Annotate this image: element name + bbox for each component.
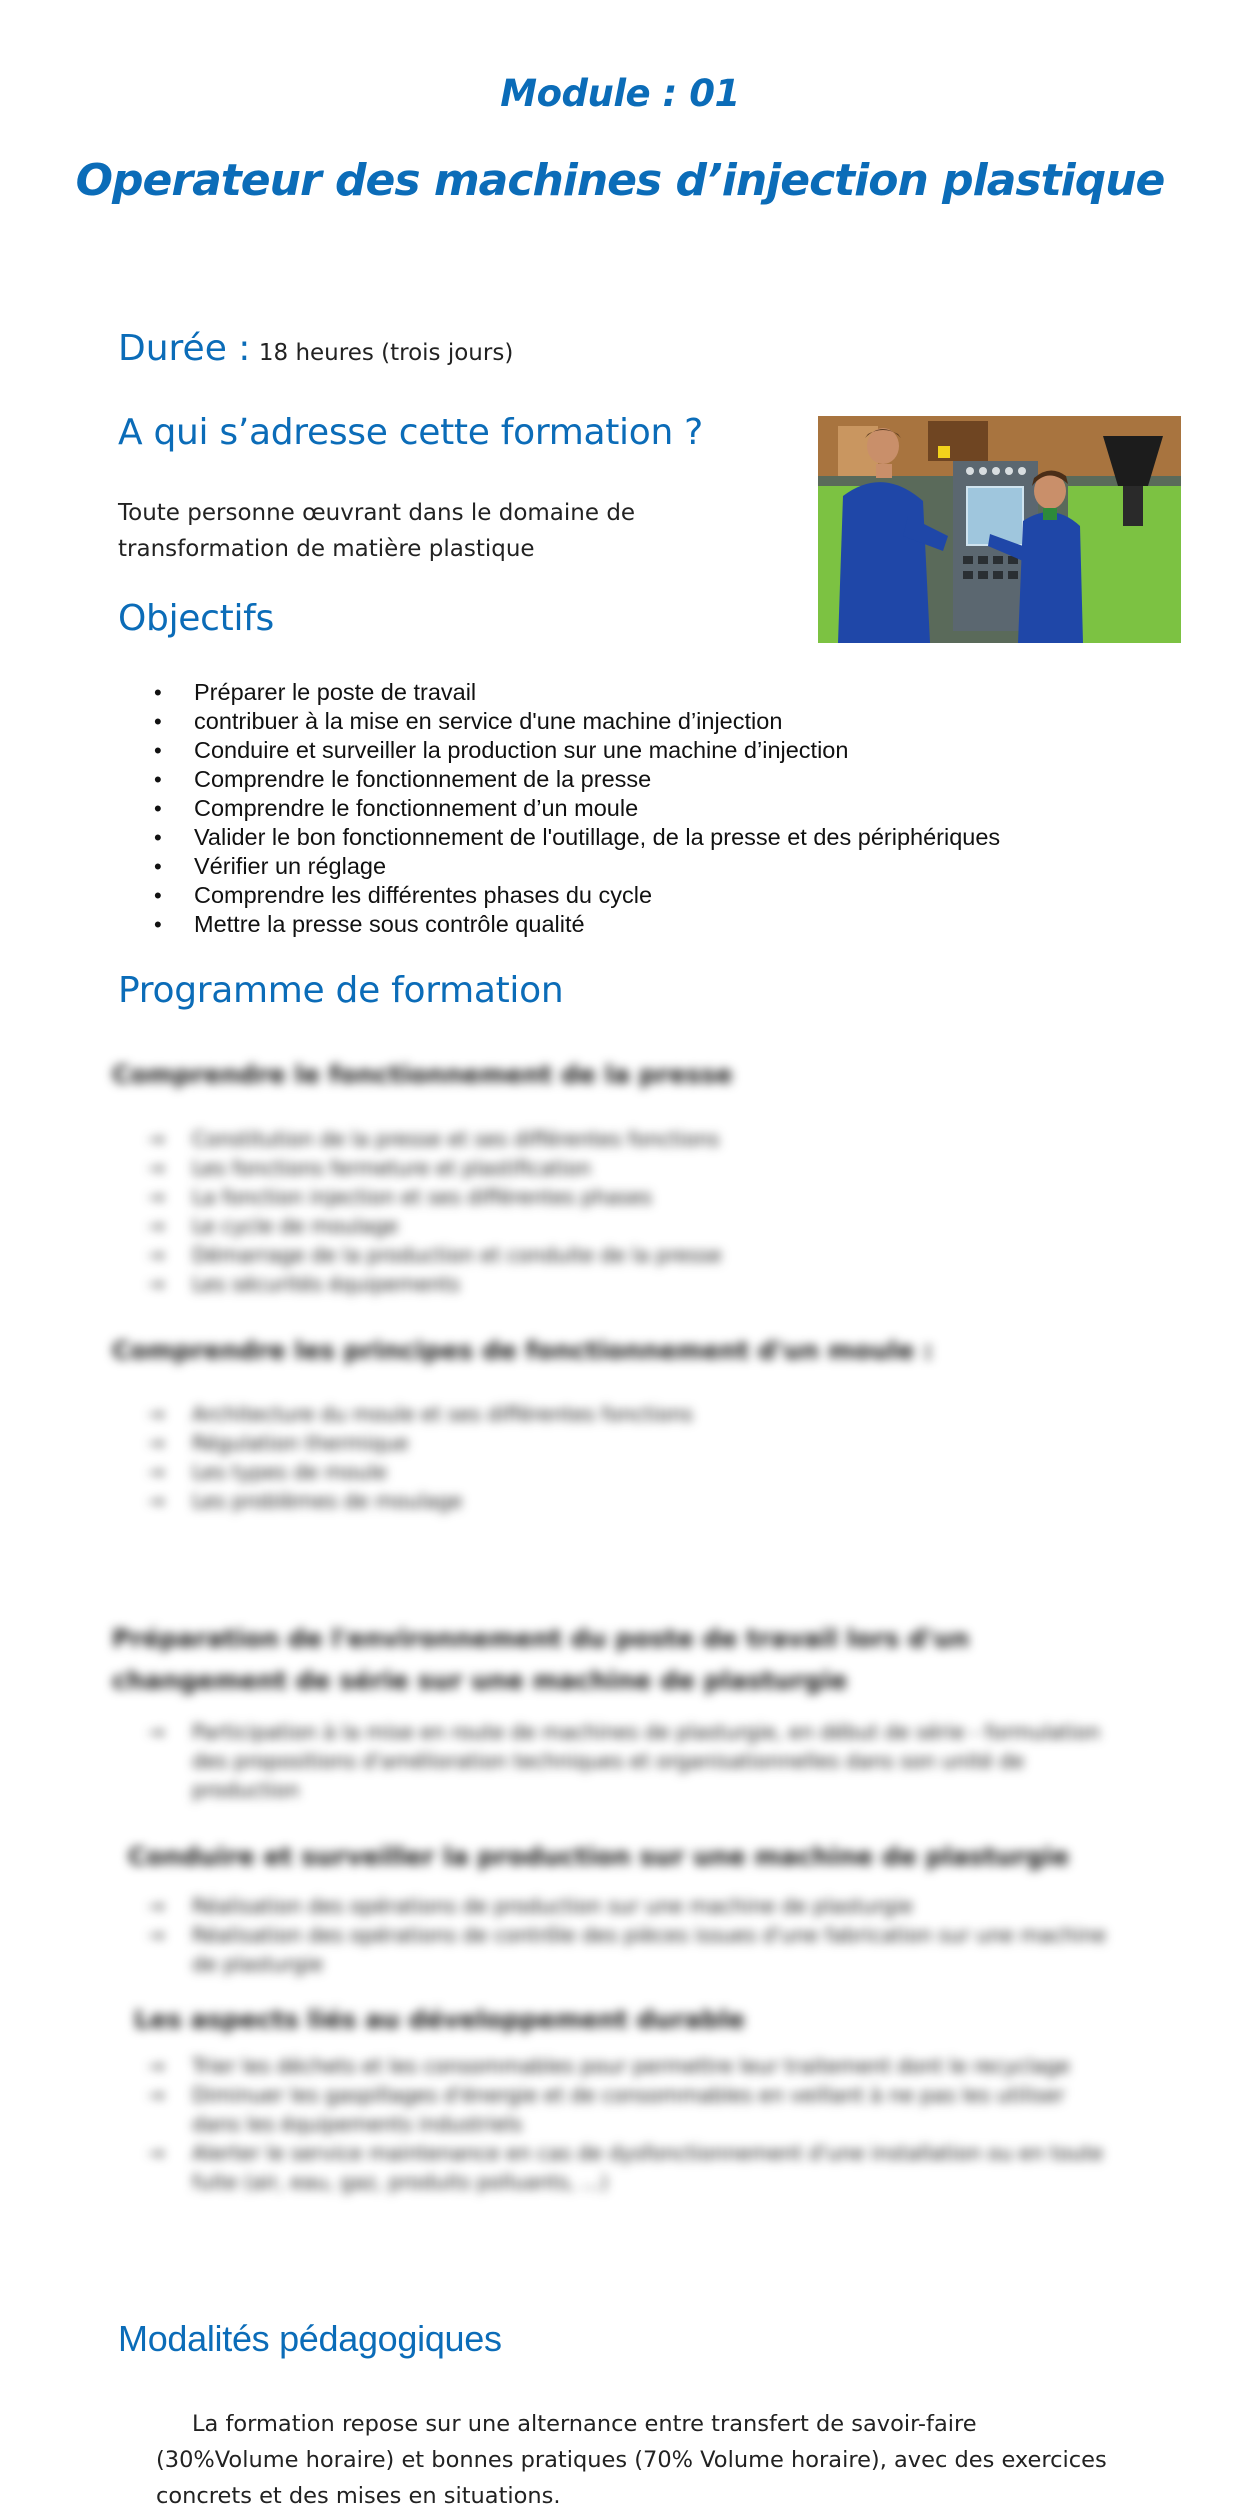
program-section-list xyxy=(148,1718,1108,1805)
module-number: Module : 01 xyxy=(500,72,740,115)
list-item: → Les types de moule xyxy=(148,1458,1048,1487)
list-item: → Trier les déchets et les consommables pour permettre leur traitement dont le recyclage xyxy=(148,2052,1108,2081)
program-heading: Programme de formation xyxy=(118,970,564,1011)
list-item: → Alerter le service maintenance en cas de dysfonctionnement d'une installation ou en toute fuite (air, eau, gaz, produits polluants, ...) xyxy=(148,2139,1108,2197)
list-item: → Architecture du moule et ses différentes fonctions xyxy=(148,1400,1048,1429)
program-section-list xyxy=(148,1125,1048,1299)
list-item: • Conduire et surveiller la production sur une machine d’injection xyxy=(118,736,1158,765)
list-item: • Comprendre le fonctionnement d’un moule xyxy=(118,794,1158,823)
objectives-heading: Objectifs xyxy=(118,598,274,639)
list-item: → Constitution de la presse et ses différentes fonctions xyxy=(148,1125,1048,1154)
list-item: • Comprendre les différentes phases du cycle xyxy=(118,881,1158,910)
audience-text: Toute personne œuvrant dans le domaine de transformation de matière plastique xyxy=(118,500,636,562)
program-section-title: Comprendre le fonctionnement de la presse xyxy=(112,1060,733,1089)
program-section-title: Conduire et surveiller la production sur une machine de plasturgie xyxy=(128,1842,1070,1871)
pedagogy-text: La formation repose sur une alternance entre transfert de savoir-faire (30%Volume horaire) et bonnes pratiques (70% Volume horaire), avec des exercices concrets et des mises en situations. xyxy=(156,2411,1107,2509)
program-section-list xyxy=(148,1892,1108,1979)
program-section-list xyxy=(148,1400,1048,1516)
list-item: → Le cycle de moulage xyxy=(148,1212,1048,1241)
list-item: • Mettre la presse sous contrôle qualité xyxy=(118,910,1158,939)
list-item: → Réalisation des opérations de contrôle des pièces issues d'une fabrication sur une machine de plasturgie xyxy=(148,1921,1108,1979)
list-item: → Réalisation des opérations de production sur une machine de plasturgie xyxy=(148,1892,1108,1921)
program-section-title: Comprendre les principes de fonctionnement d'un moule : xyxy=(112,1336,933,1365)
duration-label: Durée : xyxy=(118,328,251,369)
pedagogy-heading: Modalités pédagogiques xyxy=(118,2318,502,2359)
program-section-title: Préparation de l'environnement du poste de travail lors d'un changement de série sur une machine de plasturgie xyxy=(112,1624,970,1695)
list-item: • Vérifier un réglage xyxy=(118,852,1158,881)
list-item: • Valider le bon fonctionnement de l'outillage, de la presse et des périphériques xyxy=(118,823,1158,852)
program-section-list xyxy=(148,2052,1108,2197)
list-item: → Participation à la mise en route de machines de plasturgie, en début de série - formulation des propositions d'amélioration techniques et organisationnelles dans son unité de production xyxy=(148,1718,1108,1805)
program-section-title: Les aspects liés au développement durable xyxy=(134,2005,745,2034)
list-item: → Les problèmes de moulage xyxy=(148,1487,1048,1516)
list-item: → La fonction injection et ses différentes phases xyxy=(148,1183,1048,1212)
list-item: → Régulation thermique xyxy=(148,1429,1048,1458)
list-item: • Préparer le poste de travail xyxy=(118,678,1158,707)
list-item: → Les fonctions fermeture et plastification xyxy=(148,1154,1048,1183)
list-item: → Démarrage de la production et conduite de la presse xyxy=(148,1241,1048,1270)
list-item: • Comprendre le fonctionnement de la presse xyxy=(118,765,1158,794)
page-title: Operateur des machines d’injection plastique xyxy=(75,155,1165,206)
audience-heading: A qui s’adresse cette formation ? xyxy=(118,412,703,453)
duration-value: 18 heures (trois jours) xyxy=(258,340,514,366)
list-item: • contribuer à la mise en service d'une machine d’injection xyxy=(118,707,1158,736)
list-item: → Diminuer les gaspillages d'énergie et de consommables en veillant à ne pas les utiliser dans les équipements industriels xyxy=(148,2081,1108,2139)
list-item: → Les sécurités équipements xyxy=(148,1270,1048,1299)
